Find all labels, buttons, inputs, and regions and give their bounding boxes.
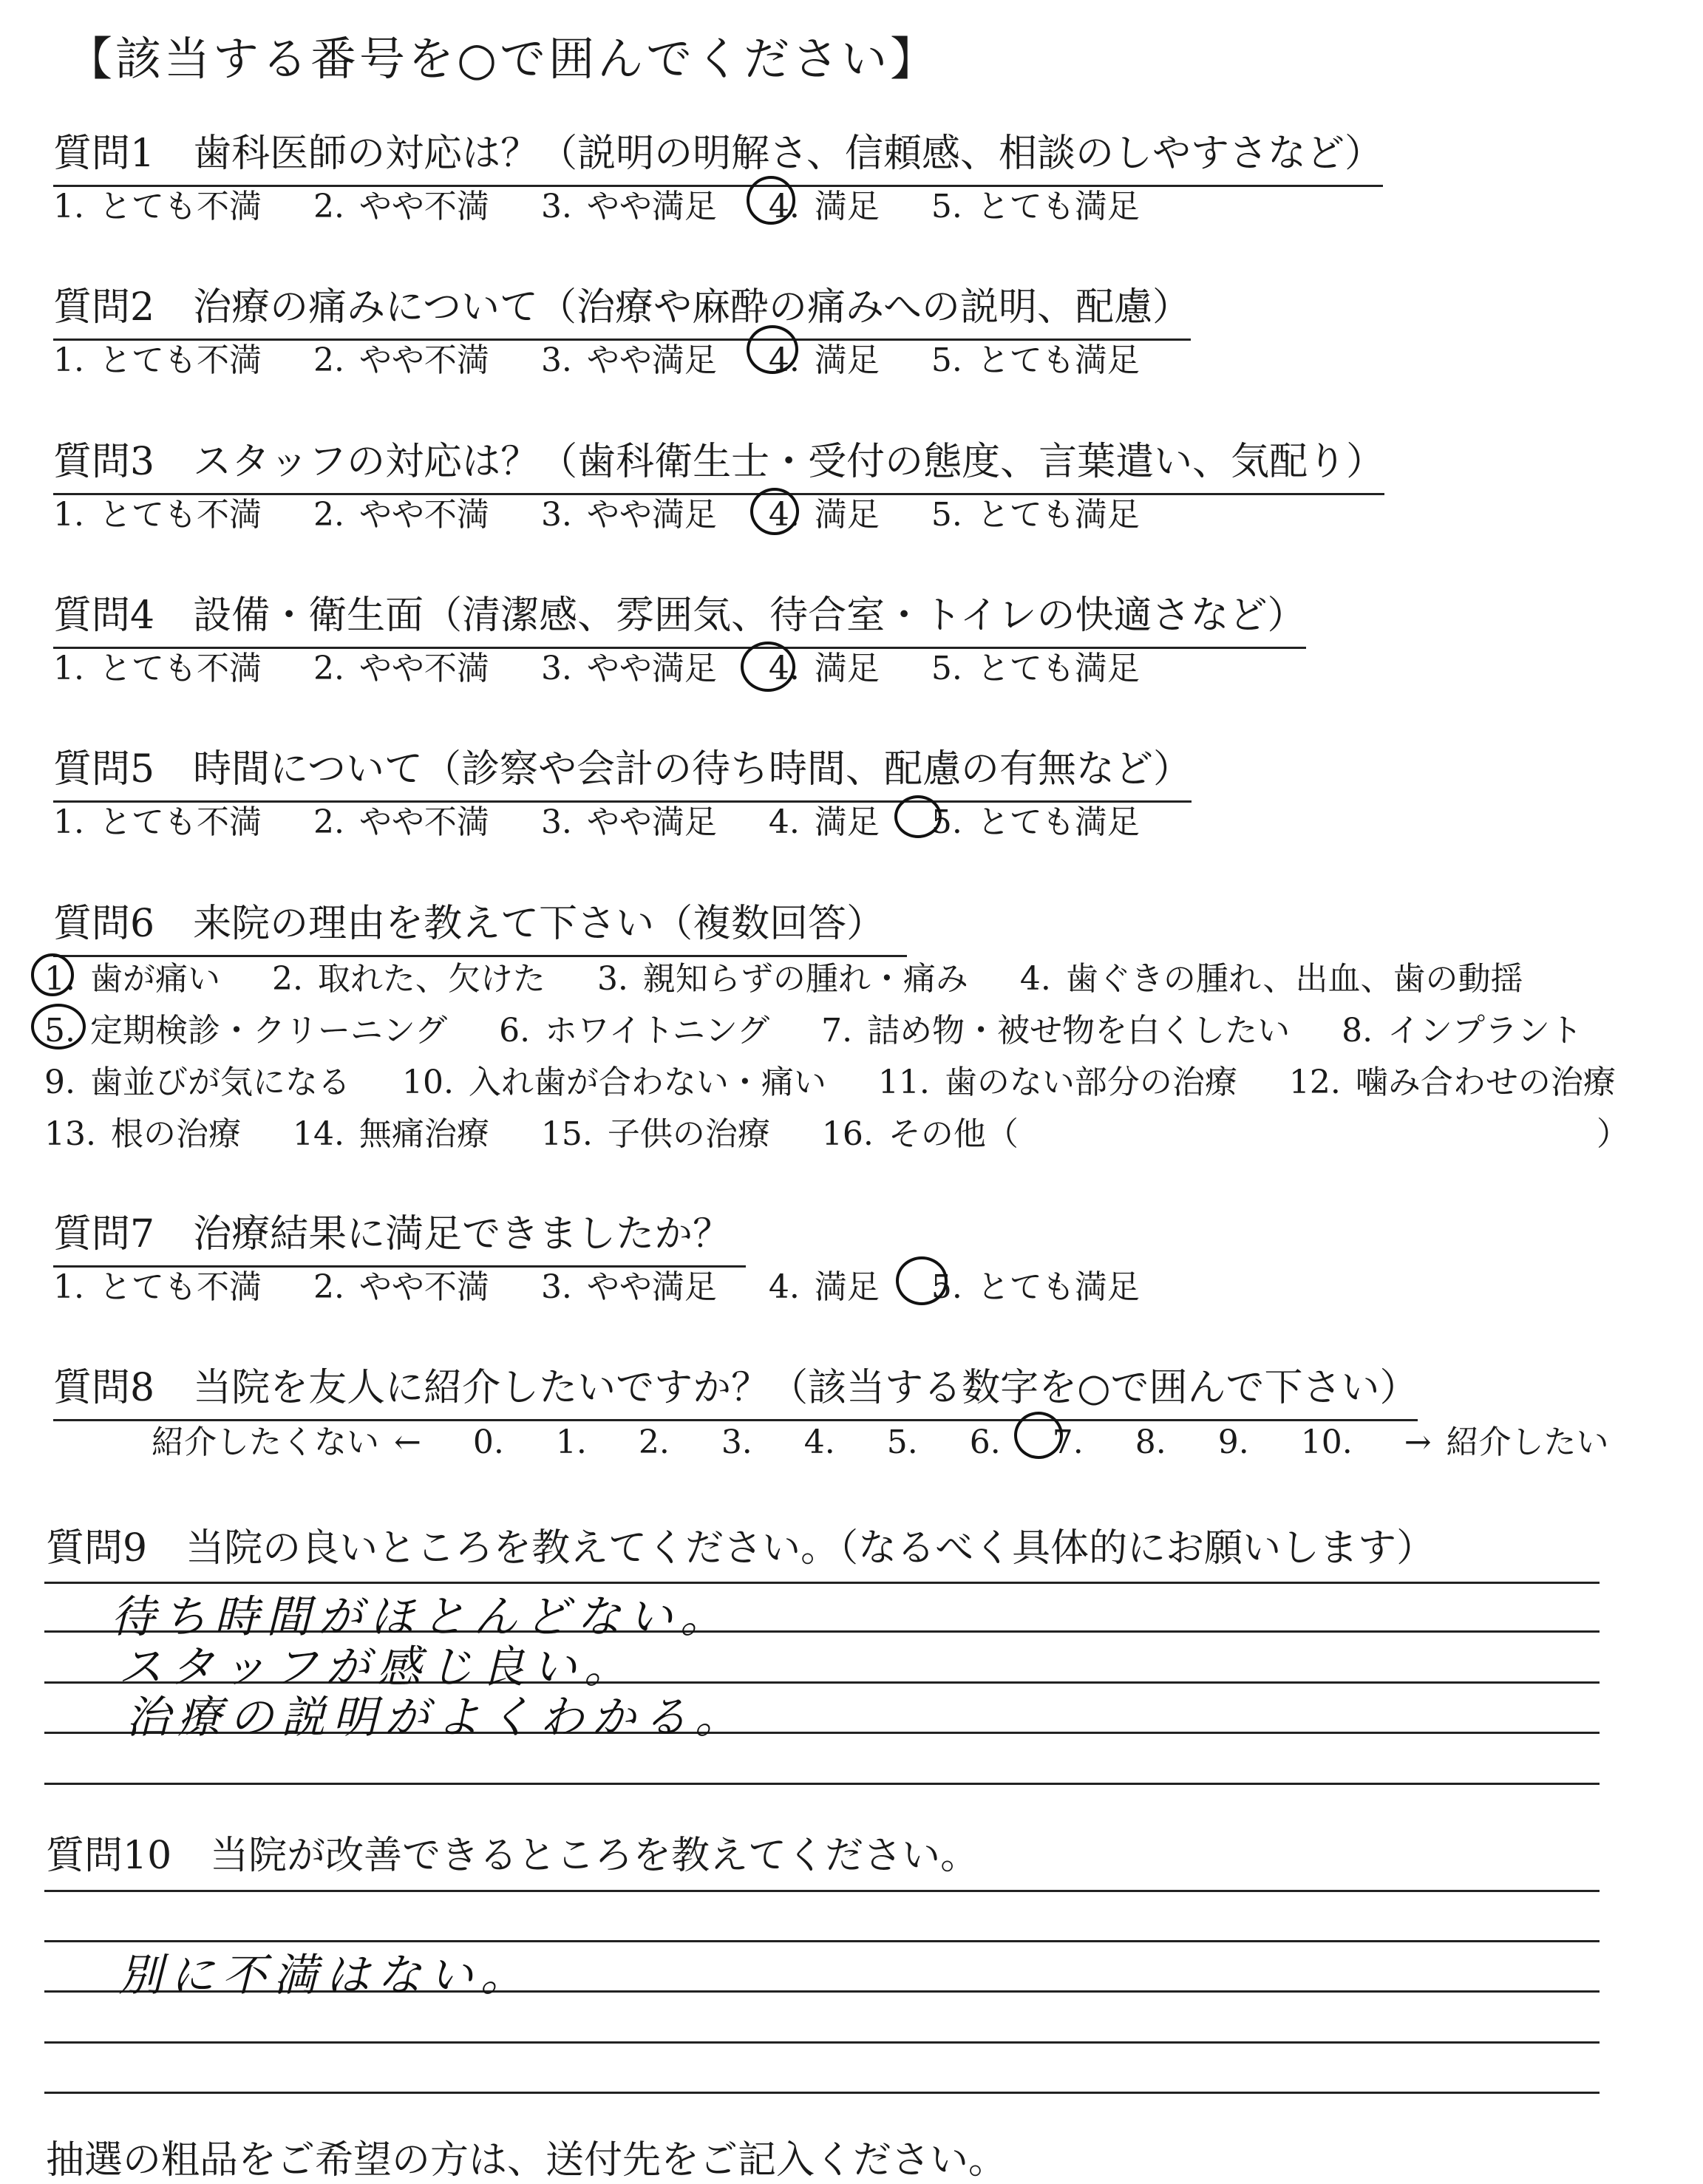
q4-option-3[interactable]: 3. やや満足 bbox=[540, 650, 717, 687]
q3-option-5[interactable]: 5. とても満足 bbox=[931, 496, 1140, 534]
question-6-label: 質問6 来院の理由を教えて下さい（複数回答） bbox=[53, 892, 907, 957]
q6-option-10[interactable]: 10. 入れ歯が合わない・痛い bbox=[401, 1064, 826, 1101]
question-10-label: 質問10 当院が改善できるところを教えてください。 bbox=[46, 1834, 979, 1878]
q6-option-16[interactable]: 16. その他（ bbox=[821, 1115, 1019, 1153]
q6-option-15[interactable]: 15. 子供の治療 bbox=[540, 1115, 770, 1153]
question-9-label: 質問9 当院の良いところを教えてください。（なるべく具体的にお願いします） bbox=[46, 1526, 1435, 1571]
q6-option-11[interactable]: 11. 歯のない部分の治療 bbox=[877, 1064, 1237, 1101]
q8-scale-0[interactable]: 0. bbox=[472, 1423, 504, 1461]
q3-selection-circle bbox=[750, 488, 799, 535]
q6-selection-circle-1 bbox=[31, 953, 74, 996]
q1-selection-circle bbox=[747, 176, 795, 225]
q6-line-4 bbox=[44, 1107, 1056, 1154]
q10-answer-line-5 bbox=[44, 2092, 1600, 2094]
question-1-options bbox=[53, 180, 1177, 227]
q6-option-4[interactable]: 4. 歯ぐきの腫れ、出血、歯の動揺 bbox=[1019, 960, 1523, 998]
q4-option-1[interactable]: 1. とても不満 bbox=[53, 650, 262, 687]
q2-option-2[interactable]: 2. やや不満 bbox=[313, 341, 489, 379]
question-4-label: 質問4 設備・衛生面（清潔感、雰囲気、待合室・トイレの快適さなど） bbox=[53, 584, 1306, 649]
q8-left-text: 紹介したくない ← bbox=[152, 1423, 421, 1461]
q4-option-5[interactable]: 5. とても満足 bbox=[931, 650, 1140, 687]
q7-option-4[interactable]: 4. 満足 bbox=[768, 1268, 880, 1306]
q9-answer-3: 治療の説明がよくわかる。 bbox=[126, 1692, 747, 1744]
question-2-label: 質問2 治療の痛みについて（治療や麻酔の痛みへの説明、配慮） bbox=[53, 276, 1191, 341]
q2-option-5[interactable]: 5. とても満足 bbox=[931, 341, 1140, 379]
q6-option-13[interactable]: 13. 根の治療 bbox=[44, 1115, 241, 1153]
q6-line-3 bbox=[44, 1055, 1653, 1103]
q9-answer-2: スタッフが感じ良い。 bbox=[118, 1642, 636, 1693]
q6-option-14[interactable]: 14. 無痛治療 bbox=[292, 1115, 489, 1153]
q7-option-5[interactable]: 5. とても満足 bbox=[931, 1268, 1140, 1306]
q10-answer-line-4 bbox=[44, 2041, 1600, 2044]
q2-option-1[interactable]: 1. とても不満 bbox=[53, 341, 262, 379]
q1-option-1[interactable]: 1. とても不満 bbox=[53, 188, 262, 225]
question-8-label: 質問8 当院を友人に紹介したいですか？（該当する数字を○で囲んで下さい） bbox=[53, 1356, 1418, 1421]
q7-option-2[interactable]: 2. やや不満 bbox=[313, 1268, 489, 1306]
q2-selection-circle bbox=[747, 325, 798, 374]
q3-option-1[interactable]: 1. とても不満 bbox=[53, 496, 262, 534]
q6-line-1 bbox=[44, 952, 1560, 999]
q6-option-1[interactable]: 1. 歯が痛い bbox=[44, 960, 220, 998]
q8-scale-2[interactable]: 2. bbox=[638, 1423, 670, 1461]
q4-option-4[interactable]: 4. 満足 bbox=[768, 650, 880, 687]
q8-scale-7[interactable]: 7. bbox=[1052, 1423, 1084, 1461]
q1-option-3[interactable]: 3. やや満足 bbox=[540, 188, 717, 225]
q6-selection-circle-5 bbox=[31, 1004, 86, 1050]
question-7-options bbox=[53, 1260, 1177, 1307]
q6-option-3[interactable]: 3. 親知らずの腫れ・痛み bbox=[596, 960, 968, 998]
q8-scale-1[interactable]: 1. bbox=[555, 1423, 587, 1461]
question-3-options bbox=[53, 488, 1177, 535]
q6-option-2[interactable]: 2. 取れた、欠けた bbox=[271, 960, 545, 998]
q3-option-2[interactable]: 2. やや不満 bbox=[313, 496, 489, 534]
q1-option-2[interactable]: 2. やや不満 bbox=[313, 188, 489, 225]
q7-option-1[interactable]: 1. とても不満 bbox=[53, 1268, 262, 1306]
q6-option-7[interactable]: 7. 詰め物・被せ物を白くしたい bbox=[821, 1012, 1291, 1050]
q3-option-3[interactable]: 3. やや満足 bbox=[540, 496, 717, 534]
page-title: 【該当する番号を○で囲んでください】 bbox=[67, 32, 939, 86]
q8-scale-8[interactable]: 8. bbox=[1135, 1423, 1166, 1461]
q2-option-3[interactable]: 3. やや満足 bbox=[540, 341, 717, 379]
q6-option-6[interactable]: 6. ホワイトニング bbox=[499, 1012, 770, 1050]
q8-scale-3[interactable]: 3. bbox=[721, 1423, 752, 1461]
question-3-label: 質問3 スタッフの対応は？（歯科衛生士・受付の態度、言葉遣い、気配り） bbox=[53, 430, 1384, 495]
q5-option-5[interactable]: 5. とても満足 bbox=[931, 803, 1140, 841]
q5-option-2[interactable]: 2. やや不満 bbox=[313, 803, 489, 841]
q8-scale-6[interactable]: 6. bbox=[969, 1423, 1001, 1461]
q6-option-8[interactable]: 8. インプラント bbox=[1342, 1012, 1583, 1050]
q9-answer-line-5 bbox=[44, 1783, 1600, 1785]
q10-answer-line-1 bbox=[44, 1890, 1600, 1892]
q6-option-5[interactable]: 5. 定期検診・クリーニング bbox=[44, 1012, 448, 1050]
q3-option-4[interactable]: 4. 満足 bbox=[768, 496, 880, 534]
q7-selection-circle bbox=[896, 1256, 948, 1305]
q9-answer-1: 待ち時間がほとんどない。 bbox=[111, 1591, 732, 1643]
question-7-label: 質問7 治療結果に満足できましたか？ bbox=[53, 1202, 746, 1268]
q8-scale-5[interactable]: 5. bbox=[886, 1423, 918, 1461]
question-4-options bbox=[53, 642, 1177, 689]
q5-option-1[interactable]: 1. とても不満 bbox=[53, 803, 262, 841]
q5-option-4[interactable]: 4. 満足 bbox=[768, 803, 880, 841]
q8-scale-4[interactable]: 4. bbox=[803, 1423, 835, 1461]
footer-partial-text: 抽選の粗品をご希望の方は、送付先をご記入ください。 bbox=[46, 2138, 1007, 2183]
question-2-options bbox=[53, 333, 1177, 381]
q2-option-4[interactable]: 4. 満足 bbox=[768, 341, 880, 379]
q8-scale bbox=[152, 1415, 1646, 1463]
q8-scale-9[interactable]: 9. bbox=[1217, 1423, 1249, 1461]
q8-selection-circle bbox=[1014, 1412, 1063, 1459]
q8-right-text: → 紹介したい bbox=[1404, 1423, 1609, 1461]
q6-line-2 bbox=[44, 1004, 1619, 1051]
q7-option-3[interactable]: 3. やや満足 bbox=[540, 1268, 717, 1306]
q4-option-2[interactable]: 2. やや不満 bbox=[313, 650, 489, 687]
q6-other-close-paren: ） bbox=[1597, 1115, 1629, 1153]
q6-option-9[interactable]: 9. 歯並びが気になる bbox=[44, 1064, 350, 1101]
q5-option-3[interactable]: 3. やや満足 bbox=[540, 803, 717, 841]
question-1-label: 質問1 歯科医師の対応は？（説明の明解さ、信頼感、相談のしやすさなど） bbox=[53, 122, 1383, 187]
q6-option-12[interactable]: 12. 噛み合わせの治療 bbox=[1288, 1064, 1616, 1101]
q5-selection-circle bbox=[894, 795, 942, 838]
q4-selection-circle bbox=[741, 642, 795, 692]
question-5-label: 質問5 時間について（診察や会計の待ち時間、配慮の有無など） bbox=[53, 738, 1192, 803]
question-5-options bbox=[53, 795, 1177, 843]
q8-scale-10[interactable]: 10. bbox=[1300, 1423, 1353, 1461]
q10-answer-1: 別に不満はない。 bbox=[118, 1950, 532, 2001]
q1-option-4[interactable]: 4. 満足 bbox=[768, 188, 880, 225]
q1-option-5[interactable]: 5. とても満足 bbox=[931, 188, 1140, 225]
